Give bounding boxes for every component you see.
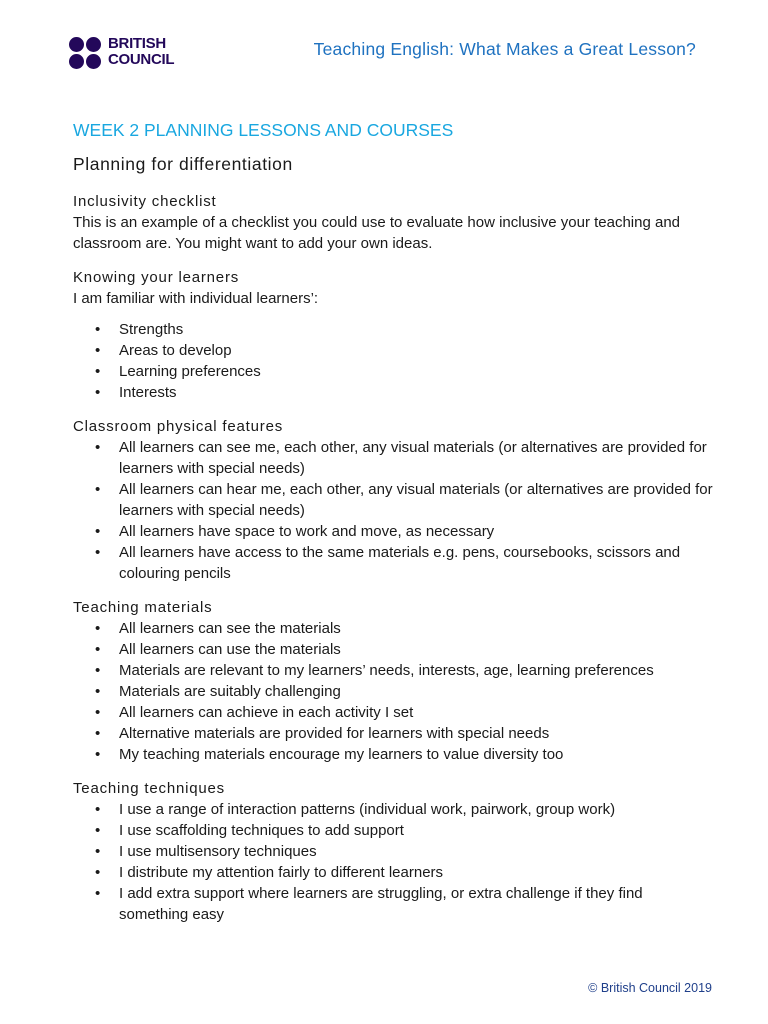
list-item: • Areas to develop bbox=[73, 340, 713, 361]
classroom-heading: Classroom physical features bbox=[73, 418, 284, 435]
list-item: • Strengths bbox=[73, 319, 713, 340]
document-body bbox=[73, 120, 713, 925]
list-item: • All learners can see the materials bbox=[73, 618, 713, 639]
british-council-logo bbox=[69, 36, 189, 70]
list-item: • All learners have access to the same materials e.g. pens, coursebooks, scissors and colouring pencils bbox=[73, 542, 713, 584]
list-item: • I use multisensory techniques bbox=[73, 841, 713, 862]
logo-dots-icon bbox=[69, 36, 103, 70]
techniques-heading: Teaching techniques bbox=[73, 780, 225, 797]
list-item: • I use scaffolding techniques to add support bbox=[73, 820, 713, 841]
list-item: • All learners can see me, each other, any visual materials (or alternatives are provided for learners with special needs) bbox=[73, 437, 713, 479]
techniques-list bbox=[73, 799, 713, 925]
classroom-list bbox=[73, 437, 713, 584]
list-item: • Learning preferences bbox=[73, 361, 713, 382]
page-subheading: Planning for differentiation bbox=[73, 154, 293, 174]
materials-list bbox=[73, 618, 713, 765]
list-item: • I add extra support where learners are struggling, or extra challenge if they find something easy bbox=[73, 883, 713, 925]
header-title: Teaching English: What Makes a Great Lesson? bbox=[313, 39, 696, 59]
intro-heading: Inclusivity checklist bbox=[73, 193, 217, 210]
list-item: • Materials are relevant to my learners’ needs, interests, age, learning preferences bbox=[73, 660, 713, 681]
knowing-heading: Knowing your learners bbox=[73, 269, 240, 286]
list-item: • Alternative materials are provided for learners with special needs bbox=[73, 723, 713, 744]
knowing-lead: I am familiar with individual learners’: bbox=[73, 290, 319, 307]
intro-text: This is an example of a checklist you could use to evaluate how inclusive your teaching and classroom are. You might want to add your own ideas. bbox=[73, 214, 681, 252]
list-item: • All learners can hear me, each other, any visual materials (or alternatives are provided for learners with special needs) bbox=[73, 479, 713, 521]
list-item: • All learners can achieve in each activity I set bbox=[73, 702, 713, 723]
list-item: • My teaching materials encourage my learners to value diversity too bbox=[73, 744, 713, 765]
copyright-footer: © British Council 2019 bbox=[588, 981, 712, 995]
list-item: • All learners have space to work and move, as necessary bbox=[73, 521, 713, 542]
list-item: • I distribute my attention fairly to different learners bbox=[73, 862, 713, 883]
knowing-list bbox=[73, 319, 713, 403]
week-heading: WEEK 2 PLANNING LESSONS AND COURSES bbox=[73, 120, 454, 140]
logo-wordmark: BRITISH COUNCIL bbox=[108, 35, 175, 68]
list-item: • Materials are suitably challenging bbox=[73, 681, 713, 702]
list-item: • All learners can use the materials bbox=[73, 639, 713, 660]
materials-heading: Teaching materials bbox=[73, 599, 213, 616]
list-item: • I use a range of interaction patterns (individual work, pairwork, group work) bbox=[73, 799, 713, 820]
list-item: • Interests bbox=[73, 382, 713, 403]
